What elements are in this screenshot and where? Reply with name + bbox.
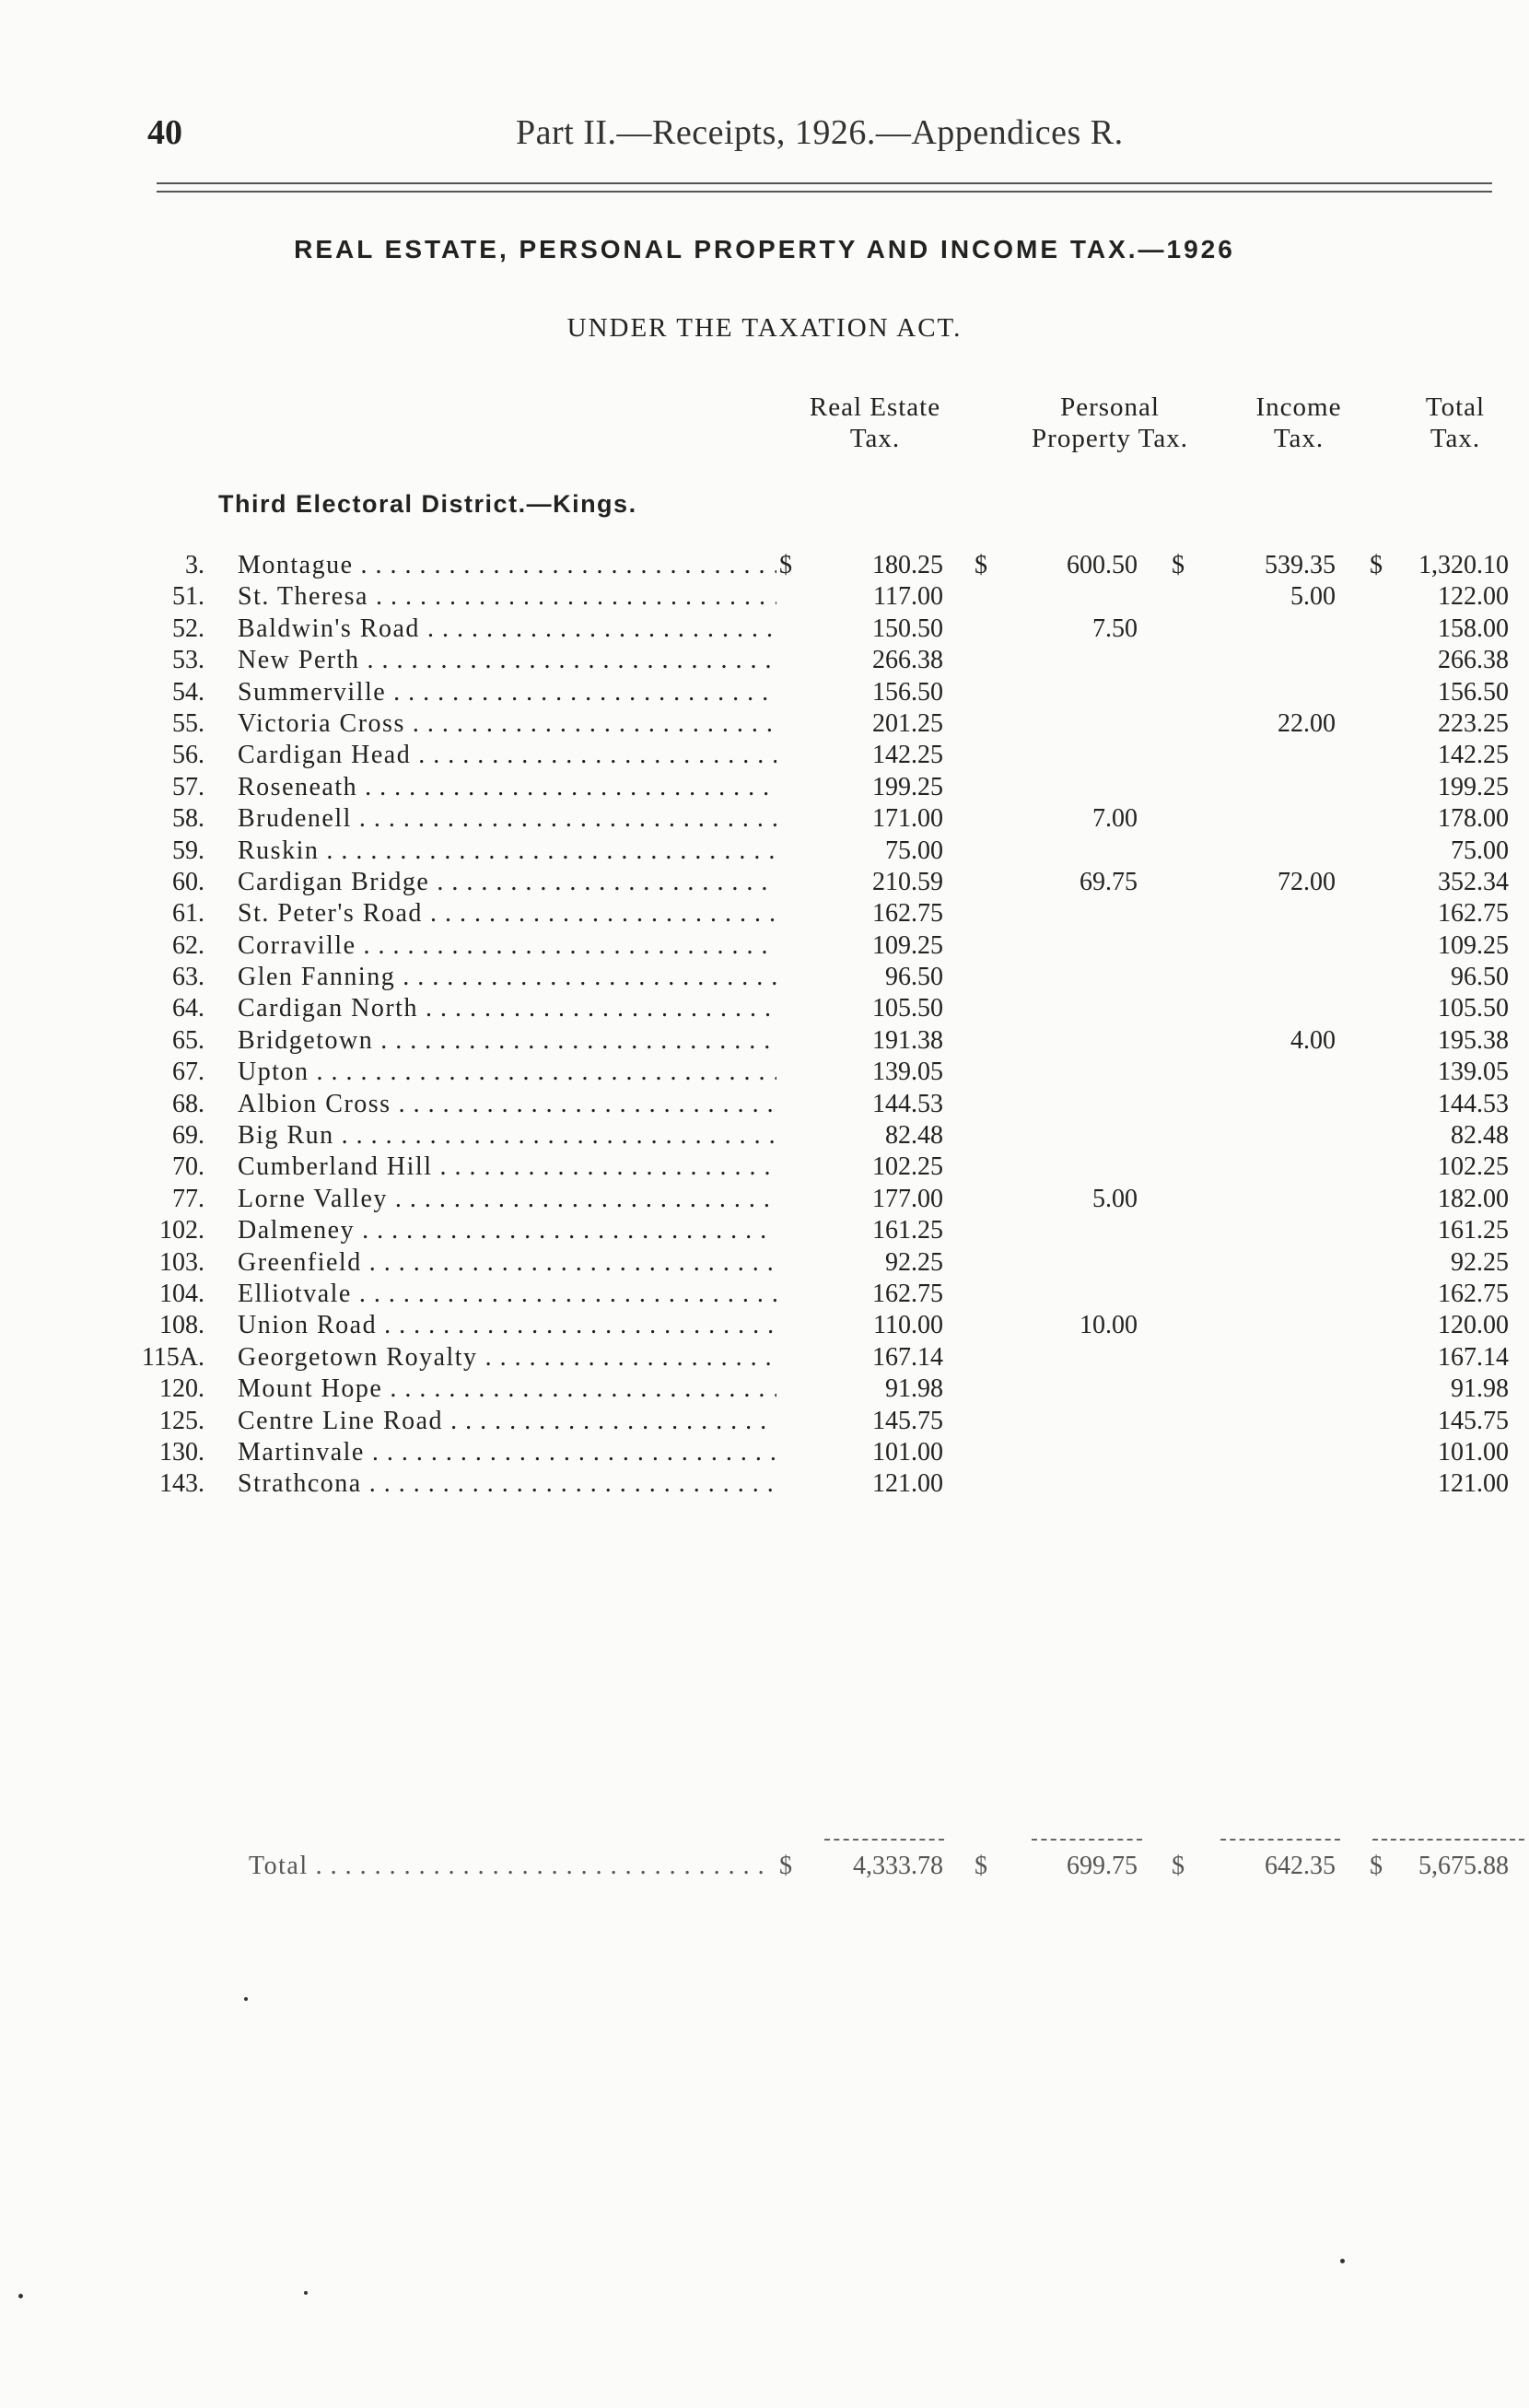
district-name: Mount Hope . . . <box>238 1374 776 1404</box>
district-name: Centre Line Road . . . <box>238 1407 776 1436</box>
row-number: 63. <box>172 963 204 992</box>
total-row <box>0 1852 1529 1888</box>
page-number: 40 <box>147 113 182 152</box>
row-number: 51. <box>172 582 204 612</box>
total-personal: 699.75 <box>1067 1852 1138 1880</box>
table-row <box>0 1438 1529 1469</box>
real-estate-tax: 162.75 <box>872 899 943 929</box>
real-estate-tax: 117.00 <box>873 582 943 612</box>
row-number: 130. <box>159 1437 204 1467</box>
row-number: 108. <box>159 1311 204 1340</box>
real-estate-tax: 210.59 <box>872 867 943 896</box>
column-header-income: Income Tax. <box>1255 392 1342 453</box>
total-tax: 156.50 <box>1438 677 1509 707</box>
scan-speck <box>18 2294 23 2298</box>
total-rule-personal <box>1032 1839 1142 1841</box>
table-row <box>0 1152 1529 1184</box>
district-name: New Perth . . . <box>238 646 776 675</box>
row-number: 60. <box>172 867 204 896</box>
table-row <box>0 1121 1529 1152</box>
personal-property-tax: 69.75 <box>1080 867 1138 896</box>
total-label: Total . . . <box>249 1852 774 1881</box>
real-estate-tax: 150.50 <box>872 614 943 643</box>
total-tax: 161.25 <box>1438 1216 1509 1245</box>
table-row <box>0 1216 1529 1247</box>
total-tax: 145.75 <box>1438 1406 1509 1435</box>
real-estate-tax: 191.38 <box>872 1025 943 1055</box>
currency-sign: $ <box>1370 551 1383 579</box>
real-estate-tax: 180.25 <box>872 551 943 579</box>
total-real-estate: 4,333.78 <box>853 1852 943 1880</box>
total-tax: 96.50 <box>1451 963 1509 992</box>
row-number: 68. <box>172 1089 204 1118</box>
total-tax: 139.05 <box>1438 1058 1509 1087</box>
row-number: 115A. <box>141 1342 204 1372</box>
row-number: 58. <box>172 804 204 834</box>
total-tax: 158.00 <box>1438 614 1509 643</box>
district-name: Strathcona . . . <box>238 1469 776 1499</box>
table-title: REAL ESTATE, PERSONAL PROPERTY AND INCOME TAX.—1926 <box>294 235 1235 263</box>
total-rule-income <box>1220 1839 1340 1841</box>
row-number: 125. <box>159 1406 204 1435</box>
table-row <box>0 773 1529 804</box>
total-tax: 82.48 <box>1451 1121 1509 1151</box>
table-row <box>0 1407 1529 1438</box>
total-tax: 75.00 <box>1451 836 1509 865</box>
personal-property-tax: 600.50 <box>1067 551 1138 579</box>
table-row <box>0 804 1529 836</box>
real-estate-tax: 266.38 <box>872 646 943 675</box>
total-tax: 162.75 <box>1438 1279 1509 1308</box>
real-estate-tax: 139.05 <box>872 1058 943 1087</box>
income-tax: 72.00 <box>1278 867 1336 896</box>
total-tax: 92.25 <box>1451 1247 1509 1277</box>
real-estate-tax: 105.50 <box>872 994 943 1023</box>
total-tax: 199.25 <box>1438 772 1509 801</box>
row-number: 67. <box>172 1058 204 1087</box>
currency-sign: $ <box>1370 1852 1383 1880</box>
personal-property-tax: 7.00 <box>1092 804 1138 834</box>
table-row <box>0 963 1529 994</box>
row-number: 104. <box>159 1279 204 1308</box>
table-row <box>0 899 1529 930</box>
real-estate-tax: 82.48 <box>885 1121 943 1151</box>
real-estate-tax: 201.25 <box>872 708 943 738</box>
district-name: Cardigan Bridge . . . <box>238 868 776 897</box>
currency-sign: $ <box>779 1852 792 1880</box>
district-name: Ruskin . . . <box>238 836 776 866</box>
personal-property-tax: 7.50 <box>1092 614 1138 643</box>
table-row <box>0 1469 1529 1501</box>
column-header-personal-property: Personal Property Tax. <box>1032 392 1188 453</box>
table-row <box>0 582 1529 614</box>
district-name: Martinvale . . . <box>238 1438 776 1467</box>
table-row <box>0 994 1529 1025</box>
row-number: 54. <box>172 677 204 707</box>
real-estate-tax: 110.00 <box>873 1311 943 1340</box>
currency-sign: $ <box>975 1852 987 1880</box>
table-row <box>0 1026 1529 1058</box>
real-estate-tax: 109.25 <box>872 930 943 960</box>
table-row <box>0 1248 1529 1280</box>
district-name: St. Theresa . . . <box>238 582 776 612</box>
district-heading: Third Electoral District.—Kings. <box>218 490 637 518</box>
row-number: 57. <box>172 772 204 801</box>
table-row <box>0 1058 1529 1089</box>
row-number: 3. <box>185 551 204 579</box>
real-estate-tax: 156.50 <box>872 677 943 707</box>
table-row <box>0 931 1529 963</box>
total-tax: 102.25 <box>1438 1152 1509 1182</box>
district-name: Greenfield . . . <box>238 1248 776 1278</box>
total-tax: 121.00 <box>1438 1469 1509 1499</box>
district-name: Victoria Cross . . . <box>238 709 776 739</box>
total-tax: 223.25 <box>1438 708 1509 738</box>
district-name: Corraville . . . <box>238 931 776 961</box>
total-tax: 91.98 <box>1451 1374 1509 1404</box>
tax-table-body <box>0 551 1529 1502</box>
row-number: 65. <box>172 1025 204 1055</box>
district-name: Cardigan North . . . <box>238 994 776 1023</box>
total-tax: 195.38 <box>1438 1025 1509 1055</box>
table-row <box>0 709 1529 741</box>
income-tax: 5.00 <box>1290 582 1336 612</box>
table-row <box>0 551 1529 582</box>
total-rule-total <box>1372 1839 1524 1841</box>
total-tax: 120.00 <box>1438 1311 1509 1340</box>
row-number: 59. <box>172 836 204 865</box>
real-estate-tax: 92.25 <box>885 1247 943 1277</box>
currency-sign: $ <box>779 551 792 579</box>
table-subtitle: UNDER THE TAXATION ACT. <box>566 313 963 343</box>
district-name: Roseneath . . . <box>238 773 776 802</box>
row-number: 102. <box>159 1216 204 1245</box>
total-tax: 105.50 <box>1438 994 1509 1023</box>
table-row <box>0 741 1529 772</box>
real-estate-tax: 102.25 <box>872 1152 943 1182</box>
real-estate-tax: 162.75 <box>872 1279 943 1308</box>
district-name: Upton . . . <box>238 1058 776 1087</box>
district-name: Bridgetown . . . <box>238 1026 776 1056</box>
real-estate-tax: 145.75 <box>872 1406 943 1435</box>
row-number: 120. <box>159 1374 204 1404</box>
personal-property-tax: 5.00 <box>1092 1184 1138 1213</box>
currency-sign: $ <box>975 551 987 579</box>
income-tax: 22.00 <box>1278 708 1336 738</box>
district-name: Cumberland Hill . . . <box>238 1152 776 1182</box>
district-name: Baldwin's Road . . . <box>238 614 776 644</box>
real-estate-tax: 161.25 <box>872 1216 943 1245</box>
total-tax: 101.00 <box>1438 1437 1509 1467</box>
row-number: 62. <box>172 930 204 960</box>
currency-sign: $ <box>1172 551 1185 579</box>
table-row <box>0 614 1529 646</box>
table-row <box>0 678 1529 709</box>
income-tax: 4.00 <box>1290 1025 1336 1055</box>
total-tax: 142.25 <box>1438 741 1509 770</box>
table-row <box>0 646 1529 677</box>
district-name: Montague . . . <box>238 551 776 580</box>
header-rule <box>157 182 1492 184</box>
currency-sign: $ <box>1172 1852 1185 1880</box>
running-title: Part II.—Receipts, 1926.—Appendices R. <box>516 113 1124 152</box>
real-estate-tax: 121.00 <box>872 1469 943 1499</box>
row-number: 69. <box>172 1121 204 1151</box>
total-tax: 109.25 <box>1438 930 1509 960</box>
real-estate-tax: 144.53 <box>872 1089 943 1118</box>
district-name: Brudenell . . . <box>238 804 776 834</box>
header-rule-secondary <box>157 191 1492 193</box>
column-header-total: Total Tax. <box>1425 392 1486 453</box>
district-name: Big Run . . . <box>238 1121 776 1151</box>
total-tax: 178.00 <box>1438 804 1509 834</box>
row-number: 56. <box>172 741 204 770</box>
row-number: 103. <box>159 1247 204 1277</box>
total-tax: 1,320.10 <box>1418 551 1509 579</box>
district-name: Summerville . . . <box>238 678 776 707</box>
total-grand: 5,675.88 <box>1418 1852 1509 1880</box>
row-number: 53. <box>172 646 204 675</box>
row-number: 61. <box>172 899 204 929</box>
scan-speck <box>244 1997 248 2001</box>
total-tax: 352.34 <box>1438 867 1509 896</box>
table-row <box>0 868 1529 899</box>
total-tax: 122.00 <box>1438 582 1509 612</box>
row-number: 70. <box>172 1152 204 1182</box>
district-name: Dalmeney . . . <box>238 1216 776 1245</box>
table-row <box>0 1185 1529 1216</box>
total-tax: 162.75 <box>1438 899 1509 929</box>
district-name: Albion Cross . . . <box>238 1090 776 1119</box>
district-name: Glen Fanning . . . <box>238 963 776 992</box>
row-number: 77. <box>172 1184 204 1213</box>
income-tax: 539.35 <box>1265 551 1336 579</box>
district-name: Elliotvale . . . <box>238 1280 776 1309</box>
scan-speck <box>1340 2259 1345 2263</box>
district-name: Georgetown Royalty . . . <box>238 1343 776 1373</box>
real-estate-tax: 101.00 <box>872 1437 943 1467</box>
real-estate-tax: 142.25 <box>872 741 943 770</box>
district-name: Lorne Valley . . . <box>238 1185 776 1214</box>
table-row <box>0 1343 1529 1374</box>
real-estate-tax: 171.00 <box>872 804 943 834</box>
real-estate-tax: 167.14 <box>872 1342 943 1372</box>
row-number: 64. <box>172 994 204 1023</box>
table-row <box>0 1374 1529 1406</box>
table-row <box>0 1280 1529 1311</box>
row-number: 52. <box>172 614 204 643</box>
table-row <box>0 1090 1529 1121</box>
table-row <box>0 836 1529 868</box>
total-tax: 144.53 <box>1438 1089 1509 1118</box>
real-estate-tax: 75.00 <box>885 836 943 865</box>
total-rule-real-estate <box>824 1839 944 1841</box>
personal-property-tax: 10.00 <box>1080 1311 1138 1340</box>
table-row <box>0 1311 1529 1342</box>
total-tax: 266.38 <box>1438 646 1509 675</box>
real-estate-tax: 199.25 <box>872 772 943 801</box>
real-estate-tax: 96.50 <box>885 963 943 992</box>
row-number: 143. <box>159 1469 204 1499</box>
total-income: 642.35 <box>1265 1852 1336 1880</box>
total-tax: 167.14 <box>1438 1342 1509 1372</box>
total-tax: 182.00 <box>1438 1184 1509 1213</box>
scan-speck <box>304 2291 308 2295</box>
district-name: St. Peter's Road . . . <box>238 899 776 929</box>
column-header-real-estate: Real Estate Tax. <box>809 392 941 453</box>
row-number: 55. <box>172 708 204 738</box>
real-estate-tax: 91.98 <box>885 1374 943 1404</box>
real-estate-tax: 177.00 <box>872 1184 943 1213</box>
district-name: Cardigan Head . . . <box>238 741 776 770</box>
district-name: Union Road . . . <box>238 1311 776 1340</box>
